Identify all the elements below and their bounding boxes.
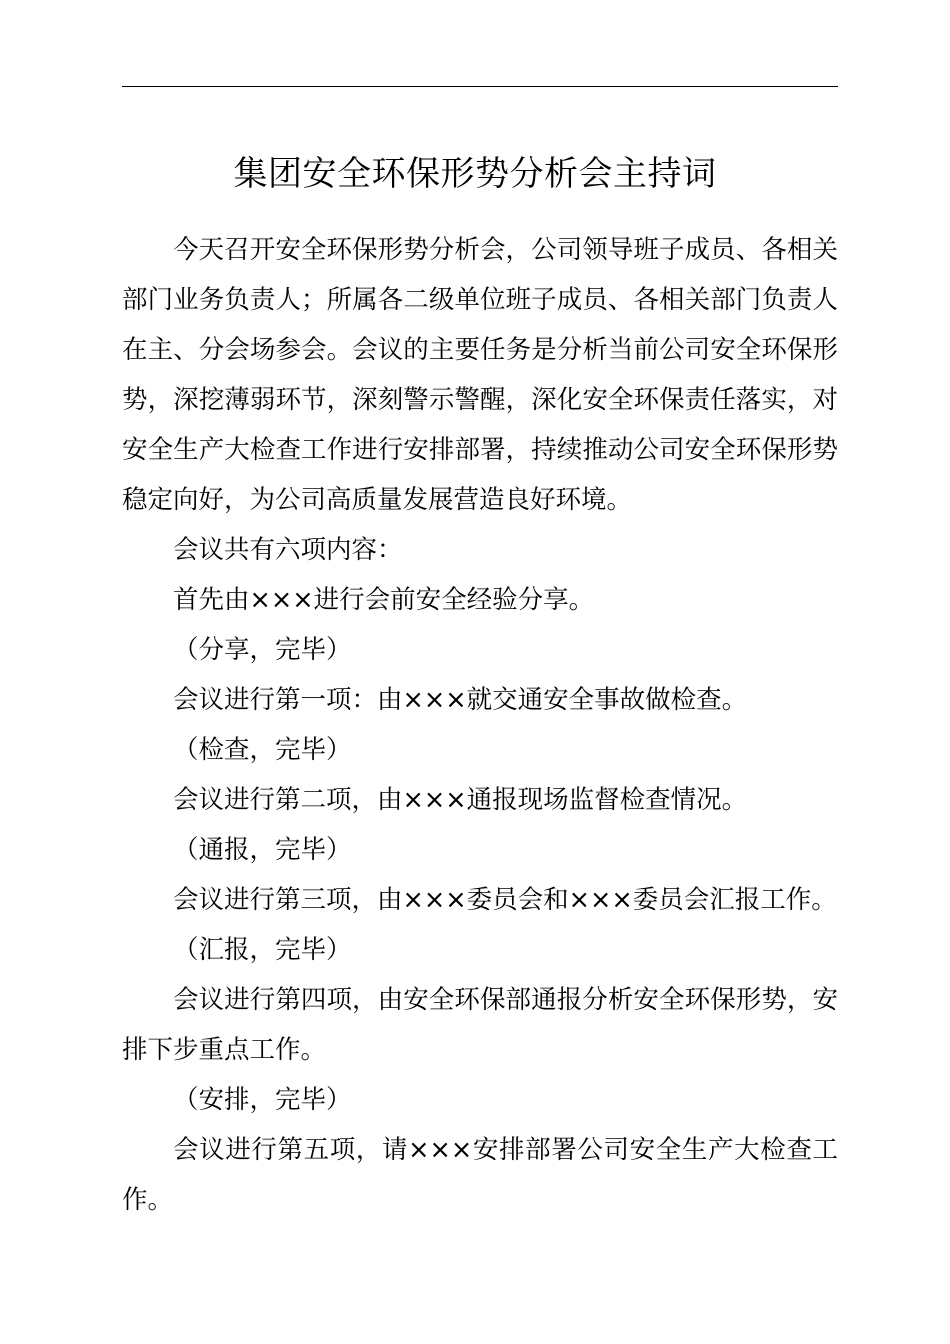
agenda-item-1: 会议进行第一项：由×××就交通安全事故做检查。 <box>173 685 748 715</box>
opening-paragraph: 今天召开安全环保形势分析会，公司领导班子成员、各相关部门业务负责人；所属各二级单位班子成员、各相关部门负责人在主、分会场参会。会议的主要任务是分析当前公司安全环保形势，深挖薄弱环节，深刻警示警醒，深化安全环保责任落实，对安全生产大检查工作进行安排部署，持续推动公司安全环保形势稳定向好，为公司高质量发展营造良好环境。 <box>122 235 838 515</box>
agenda-item-2: 会议进行第二项，由×××通报现场监督检查情况。 <box>173 785 748 815</box>
document-body <box>122 225 838 1225</box>
agenda-item-5: 会议进行第五项，请×××安排部署公司安全生产大检查工作。 <box>122 1135 838 1215</box>
agenda-note-3-done: （汇报，完毕） <box>173 935 352 965</box>
agenda-note-2-done: （通报，完毕） <box>173 835 352 865</box>
agenda-note-sharing-done: （分享，完毕） <box>173 635 352 665</box>
agenda-item-3: 会议进行第三项，由×××委员会和×××委员会汇报工作。 <box>173 885 837 915</box>
agenda-intro: 会议共有六项内容： <box>173 535 403 565</box>
agenda-item-4: 会议进行第四项，由安全环保部通报分析安全环保形势，安排下步重点工作。 <box>122 985 838 1065</box>
document-title: 集团安全环保形势分析会主持词 <box>233 154 717 194</box>
agenda-item-sharing: 首先由×××进行会前安全经验分享。 <box>173 585 595 615</box>
agenda-note-4-done: （安排，完毕） <box>173 1085 352 1115</box>
agenda-note-1-done: （检查，完毕） <box>173 735 352 765</box>
header-rule <box>122 86 838 87</box>
